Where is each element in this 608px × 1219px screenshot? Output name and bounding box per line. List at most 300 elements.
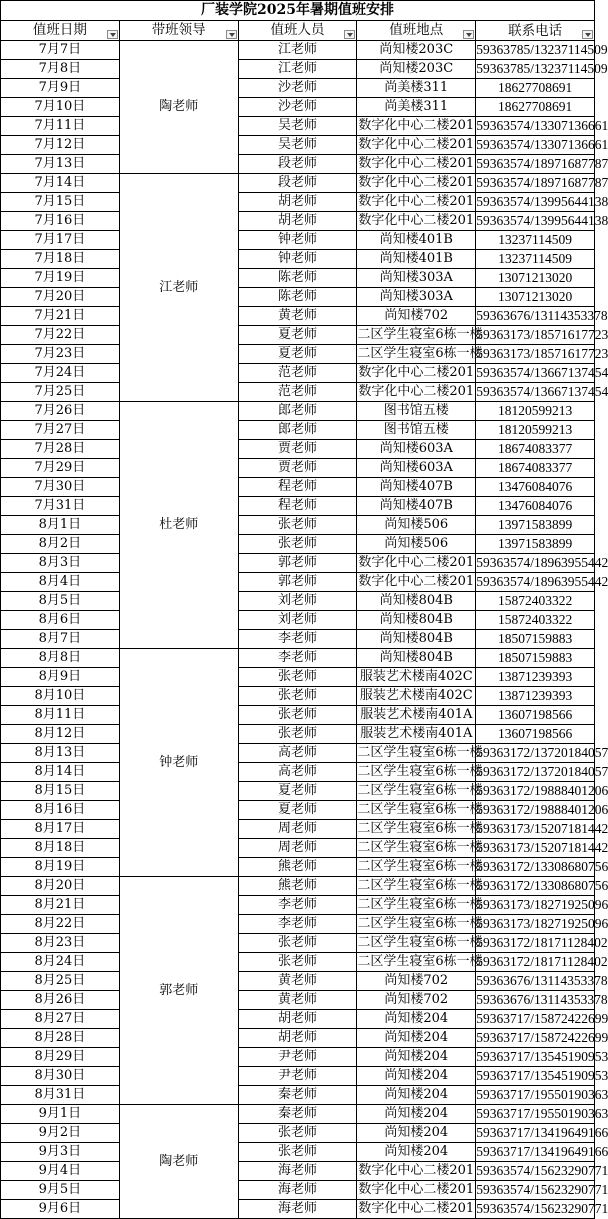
table-row bbox=[1, 250, 595, 269]
place-cell[interactable]: 数字化中心二楼201 bbox=[357, 383, 476, 402]
staff-cell[interactable]: 李老师 bbox=[238, 915, 357, 934]
place-cell[interactable]: 数字化中心二楼201 bbox=[357, 193, 476, 212]
staff-cell[interactable]: 熊老师 bbox=[238, 877, 357, 896]
date-cell[interactable]: 7月29日 bbox=[1, 459, 120, 478]
staff-cell[interactable]: 高老师 bbox=[238, 763, 357, 782]
staff-cell[interactable]: 李老师 bbox=[238, 630, 357, 649]
staff-cell[interactable]: 夏老师 bbox=[238, 782, 357, 801]
place-cell[interactable]: 二区学生寝室6栋一楼 bbox=[357, 858, 476, 877]
table-row bbox=[1, 687, 595, 706]
place-cell[interactable]: 二区学生寝室6栋一楼 bbox=[357, 782, 476, 801]
date-cell[interactable]: 9月2日 bbox=[1, 1124, 120, 1143]
column-header-lead[interactable] bbox=[119, 21, 238, 41]
phone-cell[interactable]: 13607198566 bbox=[476, 725, 595, 744]
date-cell[interactable]: 7月30日 bbox=[1, 478, 120, 497]
date-cell[interactable]: 8月10日 bbox=[1, 687, 120, 706]
place-cell[interactable]: 二区学生寝室6栋一楼 bbox=[357, 820, 476, 839]
date-cell[interactable]: 9月1日 bbox=[1, 1105, 120, 1124]
lead-cell[interactable]: 郭老师 bbox=[119, 877, 238, 1105]
place-cell[interactable]: 尚知楼401B bbox=[357, 231, 476, 250]
staff-cell[interactable]: 海老师 bbox=[238, 1181, 357, 1200]
place-cell[interactable]: 尚知楼804B bbox=[357, 649, 476, 668]
table-row bbox=[1, 668, 595, 687]
place-cell[interactable]: 尚美楼311 bbox=[357, 79, 476, 98]
phone-cell[interactable]: 18627708691 bbox=[476, 79, 595, 98]
table-row bbox=[1, 478, 595, 497]
place-cell[interactable]: 二区学生寝室6栋一楼 bbox=[357, 896, 476, 915]
staff-cell[interactable]: 李老师 bbox=[238, 649, 357, 668]
phone-cell[interactable]: 18674083377 bbox=[476, 440, 595, 459]
place-cell[interactable]: 尚知楼407B bbox=[357, 478, 476, 497]
place-cell[interactable]: 尚美楼311 bbox=[357, 98, 476, 117]
date-cell[interactable]: 7月26日 bbox=[1, 402, 120, 421]
phone-cell[interactable]: 59363172/13720184057 bbox=[476, 763, 595, 782]
place-cell[interactable]: 尚知楼804B bbox=[357, 611, 476, 630]
table-row bbox=[1, 915, 595, 934]
phone-cell[interactable]: 59363717/13545190953 bbox=[476, 1067, 595, 1086]
place-cell[interactable]: 尚知楼506 bbox=[357, 535, 476, 554]
header-row bbox=[1, 21, 595, 41]
date-cell[interactable]: 7月7日 bbox=[1, 41, 120, 60]
date-cell[interactable]: 7月31日 bbox=[1, 497, 120, 516]
staff-cell[interactable]: 吴老师 bbox=[238, 117, 357, 136]
staff-cell[interactable]: 夏老师 bbox=[238, 801, 357, 820]
date-cell[interactable]: 7月18日 bbox=[1, 250, 120, 269]
table-row bbox=[1, 402, 595, 421]
staff-cell[interactable]: 贾老师 bbox=[238, 440, 357, 459]
staff-cell[interactable]: 刘老师 bbox=[238, 611, 357, 630]
staff-cell[interactable]: 周老师 bbox=[238, 820, 357, 839]
staff-cell[interactable]: 李老师 bbox=[238, 896, 357, 915]
table-row bbox=[1, 1086, 595, 1105]
date-cell[interactable]: 8月19日 bbox=[1, 858, 120, 877]
place-cell[interactable]: 尚知楼804B bbox=[357, 630, 476, 649]
phone-cell[interactable]: 59363574/13307136661 bbox=[476, 117, 595, 136]
phone-cell[interactable]: 59363785/13237114509 bbox=[476, 60, 595, 79]
date-cell[interactable]: 8月26日 bbox=[1, 991, 120, 1010]
staff-cell[interactable]: 黄老师 bbox=[238, 307, 357, 326]
staff-cell[interactable]: 江老师 bbox=[238, 41, 357, 60]
place-cell[interactable]: 尚知楼204 bbox=[357, 1143, 476, 1162]
staff-cell[interactable]: 段老师 bbox=[238, 174, 357, 193]
date-cell[interactable]: 7月22日 bbox=[1, 326, 120, 345]
table-row bbox=[1, 79, 595, 98]
place-cell[interactable]: 数字化中心二楼201 bbox=[357, 174, 476, 193]
place-cell[interactable]: 二区学生寝室6栋一楼 bbox=[357, 953, 476, 972]
place-cell[interactable]: 数字化中心二楼201 bbox=[357, 155, 476, 174]
date-cell[interactable]: 7月15日 bbox=[1, 193, 120, 212]
staff-cell[interactable]: 周老师 bbox=[238, 839, 357, 858]
staff-cell[interactable]: 张老师 bbox=[238, 706, 357, 725]
place-cell[interactable]: 二区学生寝室6栋一楼 bbox=[357, 877, 476, 896]
date-cell[interactable]: 7月20日 bbox=[1, 288, 120, 307]
column-header-phone[interactable] bbox=[476, 21, 595, 41]
column-header-lead-label: 带班领导 bbox=[151, 22, 206, 38]
staff-cell[interactable]: 张老师 bbox=[238, 535, 357, 554]
staff-cell[interactable]: 熊老师 bbox=[238, 858, 357, 877]
phone-cell[interactable]: 13237114509 bbox=[476, 231, 595, 250]
date-cell[interactable]: 8月27日 bbox=[1, 1010, 120, 1029]
phone-cell[interactable]: 59363717/19550190363 bbox=[476, 1086, 595, 1105]
date-cell[interactable]: 8月30日 bbox=[1, 1067, 120, 1086]
place-cell[interactable]: 数字化中心二楼201 bbox=[357, 1162, 476, 1181]
phone-cell[interactable]: 13476084076 bbox=[476, 478, 595, 497]
phone-cell[interactable]: 59363785/13237114509 bbox=[476, 41, 595, 60]
date-cell[interactable]: 8月14日 bbox=[1, 763, 120, 782]
phone-cell[interactable]: 59363574/15623290771 bbox=[476, 1162, 595, 1181]
date-cell[interactable]: 7月10日 bbox=[1, 98, 120, 117]
date-cell[interactable]: 8月24日 bbox=[1, 953, 120, 972]
lead-cell[interactable]: 杜老师 bbox=[119, 402, 238, 649]
date-cell[interactable]: 7月23日 bbox=[1, 345, 120, 364]
phone-cell[interactable]: 13971583899 bbox=[476, 516, 595, 535]
table-row bbox=[1, 1048, 595, 1067]
date-cell[interactable]: 8月22日 bbox=[1, 915, 120, 934]
staff-cell[interactable]: 高老师 bbox=[238, 744, 357, 763]
place-cell[interactable]: 服装艺术楼南402C bbox=[357, 687, 476, 706]
phone-cell[interactable]: 59363574/15623290771 bbox=[476, 1200, 595, 1219]
staff-cell[interactable]: 张老师 bbox=[238, 516, 357, 535]
phone-cell[interactable]: 13071213020 bbox=[476, 269, 595, 288]
place-cell[interactable]: 尚知楼204 bbox=[357, 1124, 476, 1143]
table-title-cell[interactable] bbox=[1, 1, 595, 21]
phone-cell[interactable]: 59363574/13995644138 bbox=[476, 193, 595, 212]
place-cell[interactable]: 尚知楼204 bbox=[357, 1086, 476, 1105]
staff-cell[interactable]: 张老师 bbox=[238, 668, 357, 687]
phone-cell[interactable]: 59363173/15207181442 bbox=[476, 839, 595, 858]
table-row bbox=[1, 1105, 595, 1124]
phone-cell[interactable]: 59363717/13419649166 bbox=[476, 1124, 595, 1143]
place-cell[interactable]: 数字化中心二楼201 bbox=[357, 554, 476, 573]
phone-cell[interactable]: 59363574/18971687787 bbox=[476, 174, 595, 193]
table-row bbox=[1, 174, 595, 193]
place-cell[interactable]: 二区学生寝室6栋一楼 bbox=[357, 934, 476, 953]
phone-cell[interactable]: 59363676/13114353378 bbox=[476, 991, 595, 1010]
place-cell[interactable]: 数字化中心二楼201 bbox=[357, 136, 476, 155]
lead-cell[interactable]: 陶老师 bbox=[119, 41, 238, 174]
phone-cell[interactable]: 59363173/18571617723 bbox=[476, 345, 595, 364]
phone-cell[interactable]: 59363574/13667137454 bbox=[476, 383, 595, 402]
staff-cell[interactable]: 刘老师 bbox=[238, 592, 357, 611]
date-cell[interactable]: 7月13日 bbox=[1, 155, 120, 174]
phone-cell[interactable]: 59363574/15623290771 bbox=[476, 1181, 595, 1200]
date-cell[interactable]: 7月24日 bbox=[1, 364, 120, 383]
filter-dropdown-icon[interactable] bbox=[582, 30, 593, 39]
phone-cell[interactable]: 13971583899 bbox=[476, 535, 595, 554]
place-cell[interactable]: 尚知楼203C bbox=[357, 41, 476, 60]
staff-cell[interactable]: 程老师 bbox=[238, 478, 357, 497]
date-cell[interactable]: 7月21日 bbox=[1, 307, 120, 326]
phone-cell[interactable]: 15872403322 bbox=[476, 592, 595, 611]
phone-cell[interactable]: 59363172/18171128402 bbox=[476, 934, 595, 953]
table-row bbox=[1, 858, 595, 877]
phone-cell[interactable]: 59363172/18171128402 bbox=[476, 953, 595, 972]
date-cell[interactable]: 7月14日 bbox=[1, 174, 120, 193]
date-cell[interactable]: 7月25日 bbox=[1, 383, 120, 402]
staff-cell[interactable]: 海老师 bbox=[238, 1162, 357, 1181]
date-cell[interactable]: 8月2日 bbox=[1, 535, 120, 554]
lead-cell[interactable]: 钟老师 bbox=[119, 649, 238, 877]
place-cell[interactable]: 尚知楼407B bbox=[357, 497, 476, 516]
staff-cell[interactable]: 张老师 bbox=[238, 1143, 357, 1162]
staff-cell[interactable]: 范老师 bbox=[238, 364, 357, 383]
phone-cell[interactable]: 59363173/15207181442 bbox=[476, 820, 595, 839]
staff-cell[interactable]: 胡老师 bbox=[238, 212, 357, 231]
staff-cell[interactable]: 黄老师 bbox=[238, 972, 357, 991]
date-cell[interactable]: 8月13日 bbox=[1, 744, 120, 763]
staff-cell[interactable]: 郎老师 bbox=[238, 421, 357, 440]
date-cell[interactable]: 8月23日 bbox=[1, 934, 120, 953]
date-cell[interactable]: 8月17日 bbox=[1, 820, 120, 839]
staff-cell[interactable]: 贾老师 bbox=[238, 459, 357, 478]
phone-cell[interactable]: 59363173/18271925096 bbox=[476, 915, 595, 934]
place-cell[interactable]: 尚知楼506 bbox=[357, 516, 476, 535]
staff-cell[interactable]: 程老师 bbox=[238, 497, 357, 516]
place-cell[interactable]: 二区学生寝室6栋一楼 bbox=[357, 915, 476, 934]
date-cell[interactable]: 8月5日 bbox=[1, 592, 120, 611]
place-cell[interactable]: 数字化中心二楼201 bbox=[357, 1181, 476, 1200]
phone-cell[interactable]: 59363172/13720184057 bbox=[476, 744, 595, 763]
place-cell[interactable]: 尚知楼603A bbox=[357, 440, 476, 459]
staff-cell[interactable]: 胡老师 bbox=[238, 1029, 357, 1048]
staff-cell[interactable]: 范老师 bbox=[238, 383, 357, 402]
table-row bbox=[1, 440, 595, 459]
staff-cell[interactable]: 钟老师 bbox=[238, 231, 357, 250]
place-cell[interactable]: 二区学生寝室6栋一楼 bbox=[357, 345, 476, 364]
place-cell[interactable]: 二区学生寝室6栋一楼 bbox=[357, 744, 476, 763]
place-cell[interactable]: 尚知楼204 bbox=[357, 1010, 476, 1029]
staff-cell[interactable]: 尹老师 bbox=[238, 1067, 357, 1086]
table-row bbox=[1, 725, 595, 744]
staff-cell[interactable]: 陈老师 bbox=[238, 288, 357, 307]
place-cell[interactable]: 尚知楼401B bbox=[357, 250, 476, 269]
phone-cell[interactable]: 13237114509 bbox=[476, 250, 595, 269]
date-cell[interactable]: 8月7日 bbox=[1, 630, 120, 649]
date-cell[interactable]: 8月11日 bbox=[1, 706, 120, 725]
staff-cell[interactable]: 钟老师 bbox=[238, 250, 357, 269]
table-body bbox=[1, 1, 608, 1219]
staff-cell[interactable]: 张老师 bbox=[238, 687, 357, 706]
phone-cell[interactable]: 13871239393 bbox=[476, 668, 595, 687]
place-cell[interactable]: 服装艺术楼南402C bbox=[357, 668, 476, 687]
staff-cell[interactable]: 沙老师 bbox=[238, 98, 357, 117]
date-cell[interactable]: 8月12日 bbox=[1, 725, 120, 744]
place-cell[interactable]: 尚知楼204 bbox=[357, 1067, 476, 1086]
place-cell[interactable]: 尚知楼203C bbox=[357, 60, 476, 79]
phone-cell[interactable]: 18120599213 bbox=[476, 421, 595, 440]
phone-cell[interactable]: 59363173/18571617723 bbox=[476, 326, 595, 345]
date-cell[interactable]: 7月17日 bbox=[1, 231, 120, 250]
phone-cell[interactable]: 59363172/13308680756 bbox=[476, 877, 595, 896]
staff-cell[interactable]: 张老师 bbox=[238, 953, 357, 972]
date-cell[interactable]: 8月3日 bbox=[1, 554, 120, 573]
place-cell[interactable]: 图书馆五楼 bbox=[357, 421, 476, 440]
date-cell[interactable]: 9月6日 bbox=[1, 1200, 120, 1219]
date-cell[interactable]: 9月5日 bbox=[1, 1181, 120, 1200]
place-cell[interactable]: 服装艺术楼南401A bbox=[357, 706, 476, 725]
phone-cell[interactable]: 59363676/13114353378 bbox=[476, 307, 595, 326]
place-cell[interactable]: 数字化中心二楼201 bbox=[357, 573, 476, 592]
date-cell[interactable]: 8月21日 bbox=[1, 896, 120, 915]
place-cell[interactable]: 尚知楼303A bbox=[357, 269, 476, 288]
staff-cell[interactable]: 秦老师 bbox=[238, 1105, 357, 1124]
phone-cell[interactable]: 13476084076 bbox=[476, 497, 595, 516]
staff-cell[interactable]: 夏老师 bbox=[238, 345, 357, 364]
filter-dropdown-icon[interactable] bbox=[107, 30, 118, 39]
phone-cell[interactable]: 59363574/13995644138 bbox=[476, 212, 595, 231]
table-row bbox=[1, 345, 595, 364]
date-cell[interactable]: 7月11日 bbox=[1, 117, 120, 136]
phone-cell[interactable]: 18674083377 bbox=[476, 459, 595, 478]
table-row bbox=[1, 383, 595, 402]
table-row bbox=[1, 307, 595, 326]
date-cell[interactable]: 8月25日 bbox=[1, 972, 120, 991]
phone-cell[interactable]: 13071213020 bbox=[476, 288, 595, 307]
phone-cell[interactable]: 59363172/19888401206 bbox=[476, 801, 595, 820]
table-row bbox=[1, 573, 595, 592]
place-cell[interactable]: 尚知楼204 bbox=[357, 1105, 476, 1124]
staff-cell[interactable]: 夏老师 bbox=[238, 326, 357, 345]
table-row bbox=[1, 1124, 595, 1143]
phone-cell[interactable]: 59363676/13114353378 bbox=[476, 972, 595, 991]
column-header-phone-label: 联系电话 bbox=[508, 23, 563, 38]
date-cell[interactable]: 7月9日 bbox=[1, 79, 120, 98]
phone-cell[interactable]: 18507159883 bbox=[476, 649, 595, 668]
filter-dropdown-icon[interactable] bbox=[463, 30, 474, 39]
filter-dropdown-icon[interactable] bbox=[344, 30, 355, 39]
phone-cell[interactable]: 59363172/13308680756 bbox=[476, 858, 595, 877]
column-header-place[interactable] bbox=[357, 21, 476, 41]
table-row bbox=[1, 535, 595, 554]
place-cell[interactable]: 数字化中心二楼201 bbox=[357, 364, 476, 383]
phone-cell[interactable]: 59363717/15872422699 bbox=[476, 1029, 595, 1048]
table-row bbox=[1, 896, 595, 915]
staff-cell[interactable]: 陈老师 bbox=[238, 269, 357, 288]
table-row bbox=[1, 820, 595, 839]
lead-cell[interactable]: 陶老师 bbox=[119, 1105, 238, 1219]
phone-cell[interactable]: 59363574/13667137454 bbox=[476, 364, 595, 383]
staff-cell[interactable]: 秦老师 bbox=[238, 1086, 357, 1105]
staff-cell[interactable]: 胡老师 bbox=[238, 193, 357, 212]
date-cell[interactable]: 8月8日 bbox=[1, 649, 120, 668]
column-header-staff[interactable] bbox=[238, 21, 357, 41]
date-cell[interactable]: 8月4日 bbox=[1, 573, 120, 592]
date-cell[interactable]: 7月19日 bbox=[1, 269, 120, 288]
date-cell[interactable]: 9月4日 bbox=[1, 1162, 120, 1181]
table-row bbox=[1, 269, 595, 288]
place-cell[interactable]: 数字化中心二楼201 bbox=[357, 212, 476, 231]
phone-cell[interactable]: 59363574/18971687787 bbox=[476, 155, 595, 174]
staff-cell[interactable]: 吴老师 bbox=[238, 136, 357, 155]
date-cell[interactable]: 8月18日 bbox=[1, 839, 120, 858]
place-cell[interactable]: 尚知楼804B bbox=[357, 592, 476, 611]
staff-cell[interactable]: 胡老师 bbox=[238, 1010, 357, 1029]
filter-dropdown-icon[interactable] bbox=[226, 30, 237, 39]
date-cell[interactable]: 8月28日 bbox=[1, 1029, 120, 1048]
date-cell[interactable]: 8月20日 bbox=[1, 877, 120, 896]
staff-cell[interactable]: 段老师 bbox=[238, 155, 357, 174]
table-row bbox=[1, 611, 595, 630]
table-row bbox=[1, 459, 595, 478]
staff-cell[interactable]: 张老师 bbox=[238, 1124, 357, 1143]
place-cell[interactable]: 二区学生寝室6栋一楼 bbox=[357, 801, 476, 820]
staff-cell[interactable]: 张老师 bbox=[238, 725, 357, 744]
lead-cell[interactable]: 江老师 bbox=[119, 174, 238, 402]
date-cell[interactable]: 7月12日 bbox=[1, 136, 120, 155]
staff-cell[interactable]: 沙老师 bbox=[238, 79, 357, 98]
phone-cell[interactable]: 59363173/18271925096 bbox=[476, 896, 595, 915]
date-cell[interactable]: 8月1日 bbox=[1, 516, 120, 535]
place-cell[interactable]: 尚知楼702 bbox=[357, 972, 476, 991]
date-cell[interactable]: 8月9日 bbox=[1, 668, 120, 687]
table-row bbox=[1, 630, 595, 649]
date-cell[interactable]: 8月31日 bbox=[1, 1086, 120, 1105]
date-cell[interactable]: 8月29日 bbox=[1, 1048, 120, 1067]
table-row bbox=[1, 1029, 595, 1048]
date-cell[interactable]: 7月27日 bbox=[1, 421, 120, 440]
phone-cell[interactable]: 18507159883 bbox=[476, 630, 595, 649]
staff-cell[interactable]: 郎老师 bbox=[238, 402, 357, 421]
phone-cell[interactable]: 59363574/18963955442 bbox=[476, 573, 595, 592]
phone-cell[interactable]: 59363717/13545190953 bbox=[476, 1048, 595, 1067]
phone-cell[interactable]: 59363172/19888401206 bbox=[476, 782, 595, 801]
phone-cell[interactable]: 59363717/15872422699 bbox=[476, 1010, 595, 1029]
date-cell[interactable]: 7月16日 bbox=[1, 212, 120, 231]
place-cell[interactable]: 数字化中心二楼201 bbox=[357, 117, 476, 136]
phone-cell[interactable]: 13607198566 bbox=[476, 706, 595, 725]
phone-cell[interactable]: 18627708691 bbox=[476, 98, 595, 117]
staff-cell[interactable]: 张老师 bbox=[238, 934, 357, 953]
phone-cell[interactable]: 59363574/13307136661 bbox=[476, 136, 595, 155]
date-cell[interactable]: 9月3日 bbox=[1, 1143, 120, 1162]
staff-cell[interactable]: 郭老师 bbox=[238, 573, 357, 592]
place-cell[interactable]: 尚知楼702 bbox=[357, 307, 476, 326]
staff-cell[interactable]: 尹老师 bbox=[238, 1048, 357, 1067]
staff-cell[interactable]: 海老师 bbox=[238, 1200, 357, 1219]
phone-cell[interactable]: 13871239393 bbox=[476, 687, 595, 706]
phone-cell[interactable]: 59363717/19550190363 bbox=[476, 1105, 595, 1124]
place-cell[interactable]: 尚知楼603A bbox=[357, 459, 476, 478]
place-cell[interactable]: 尚知楼204 bbox=[357, 1048, 476, 1067]
date-cell[interactable]: 7月8日 bbox=[1, 60, 120, 79]
phone-cell[interactable]: 59363717/13419649166 bbox=[476, 1143, 595, 1162]
place-cell[interactable]: 二区学生寝室6栋一楼 bbox=[357, 326, 476, 345]
phone-cell[interactable]: 18120599213 bbox=[476, 402, 595, 421]
table-row bbox=[1, 1200, 595, 1219]
place-cell[interactable]: 尚知楼303A bbox=[357, 288, 476, 307]
place-cell[interactable]: 二区学生寝室6栋一楼 bbox=[357, 763, 476, 782]
phone-cell[interactable]: 15872403322 bbox=[476, 611, 595, 630]
phone-cell[interactable]: 59363574/18963955442 bbox=[476, 554, 595, 573]
staff-cell[interactable]: 江老师 bbox=[238, 60, 357, 79]
column-header-date[interactable] bbox=[1, 21, 120, 41]
table-row bbox=[1, 554, 595, 573]
table-row bbox=[1, 212, 595, 231]
date-cell[interactable]: 7月28日 bbox=[1, 440, 120, 459]
date-cell[interactable]: 8月6日 bbox=[1, 611, 120, 630]
place-cell[interactable]: 数字化中心二楼201 bbox=[357, 1200, 476, 1219]
place-cell[interactable]: 服装艺术楼南401A bbox=[357, 725, 476, 744]
staff-cell[interactable]: 黄老师 bbox=[238, 991, 357, 1010]
date-cell[interactable]: 8月16日 bbox=[1, 801, 120, 820]
place-cell[interactable]: 图书馆五楼 bbox=[357, 402, 476, 421]
place-cell[interactable]: 尚知楼204 bbox=[357, 1029, 476, 1048]
date-cell[interactable]: 8月15日 bbox=[1, 782, 120, 801]
table-row bbox=[1, 193, 595, 212]
staff-cell[interactable]: 郭老师 bbox=[238, 554, 357, 573]
place-cell[interactable]: 二区学生寝室6栋一楼 bbox=[357, 839, 476, 858]
place-cell[interactable]: 尚知楼702 bbox=[357, 991, 476, 1010]
